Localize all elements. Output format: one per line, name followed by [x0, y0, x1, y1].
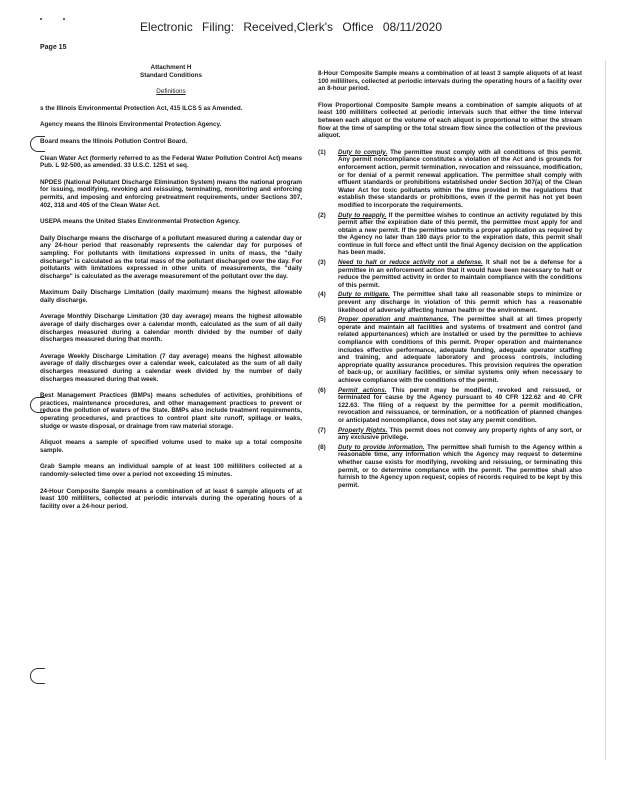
def-daily-discharge [40, 235, 302, 281]
term-flow-proportional: Flow Proportional Composite Sample [318, 101, 434, 109]
condition-item [318, 291, 582, 314]
filing-stamp [140, 20, 480, 34]
def-max-daily [40, 289, 302, 304]
scan-edge-line [605, 60, 606, 760]
stamp-received: Received,Clerk's [243, 20, 334, 34]
term-cwa: Clean Water Act [40, 154, 88, 162]
def-flow-proportional [318, 102, 582, 140]
text-bmp: means schedules of activities, prohibitions of practices, maintenance procedures, and other management practices to prevent or reduce the pollution of waters of the State. BMPs also include treatment requirements, operating procedures, and practices to control plant site runoff, spillage or leaks, sludge or waste disposal, or drainage from raw material storage. [40, 392, 302, 430]
term-usepa: USEPA [40, 218, 62, 226]
scan-speck [63, 18, 65, 20]
condition-title: Duty to provide information. [338, 443, 425, 451]
def-bmp [40, 392, 302, 430]
stamp-date: 08/11/2020 [382, 20, 443, 34]
def-avg-monthly [40, 313, 302, 343]
text-grab-sample: means an individual sample of at least 100 milliliters collected at a randomly-selected time over a period not exceeding 15 minutes. [40, 463, 302, 478]
condition-item [318, 149, 582, 210]
text-board: means the Illinois Pollution Control Board. [58, 137, 188, 145]
condition-body: This permit may be modified, revoked and reissued, or terminated for cause by the Agency pursuant to 40 CFR 122.62 and 40 CFR 122.63. The filing of a request by the permittee for a permit modification, revocation and reissuance, or termination, or a notification of planned changes or anticipated noncompliance, does not stay any permit condition. [338, 386, 582, 424]
punch-hole-middle [30, 397, 45, 413]
def-24hr-composite [40, 488, 302, 511]
condition-item [318, 212, 582, 258]
condition-body: It shall not be a defense for a permittee in an enforcement action that it would have been necessary to halt or reduce the permitted activity in order to maintain compliance with the conditions of this permit. [338, 259, 582, 289]
term-board: Board [40, 137, 59, 145]
definitions-heading: Definitions [156, 88, 186, 96]
condition-item [318, 427, 582, 442]
condition-title: Duty to reapply. [338, 211, 387, 219]
def-avg-weekly [40, 353, 302, 383]
text-aliquot: means a sample of specified volume used to make up a total composite sample. [40, 439, 302, 454]
def-agency [40, 121, 302, 129]
def-cwa [40, 155, 302, 170]
condition-number: (5) [318, 316, 326, 324]
condition-number: (7) [318, 426, 326, 434]
text-npdes: (National Pollutant Discharge Elimination System) means the national program for issuing, modifying, revoking and reissuing, terminating, monitoring and enforcing permits, and imposing and enforcing pretreatment requirements, under Sections 307, 402, 318 and 405 of the Clean Water Act. [40, 178, 302, 209]
condition-number: (8) [318, 443, 326, 451]
scan-speck [40, 18, 42, 20]
text-daily-discharge: means the discharge of a pollutant measured during a calendar day or any 24-hour period that reasonably represents the calendar day for purposes of sampling. For pollutants with limitations expressed in units of mass, the "daily discharge" is calculated as the total mass of the pollutant discharged over the day. For pollutants with limitations expressed in other units of measurements, the "daily discharge" is calculated as the average measurement of the pollutant over the day. [40, 234, 302, 280]
condition-number: (4) [318, 291, 326, 299]
condition-title: Need to halt or reduce activity not a defense. [338, 259, 483, 267]
term-max-daily: Maximum Daily Discharge Limitation [40, 289, 155, 297]
term-avg-weekly: Average Weekly Discharge Limitation [40, 352, 157, 360]
condition-body: The permittee shall at all times properly operate and maintain all facilities and systems of treatment and control (and related appurtenances) which are installed or used by the permittee to achieve compliance with conditions of this permit. Proper operation and maintenance includes effective performance, adequate funding, adequate operator staffing and training, and adequate laboratory and process controls, including appropriate quality assurance procedures. This provision requires the operation of back-up, or auxiliary facilities, or similar systems only when necessary to achieve compliance with the conditions of the permit. [338, 316, 582, 384]
text-max-daily: (daily maximum) means the highest allowable daily discharge. [40, 289, 302, 304]
text-flow-proportional: means a combination of sample aliquots of at least 100 milliliters collected at periodic intervals such that either the time interval between each aliquot or the volume of each aliquot is proportional to either the stream flow at the time of sampling or the total stream flow since the collection of the previous aliquot. [318, 101, 582, 140]
term-agency: Agency [40, 121, 63, 129]
condition-body: The permittee shall take all reasonable steps to minimize or prevent any discharge in violation of this permit which has a reasonable likelihood of adversely affecting human health or the environment. [338, 291, 582, 314]
condition-item [318, 387, 582, 425]
condition-title: Property Rights. [338, 426, 388, 434]
condition-item [318, 316, 582, 384]
stamp-electronic: Electronic [140, 20, 193, 34]
punch-hole-top [30, 136, 45, 152]
text-avg-monthly: (30 day average) means the highest allowable average of daily discharges over a calendar month, calculated as the sum of all daily discharges measured during a calendar month divided by the number of daily discharges measured during that month. [40, 313, 303, 344]
condition-body: This permit does not convey any property rights of any sort, or any exclusive privilege. [338, 426, 582, 442]
term-8hr-composite: 8-Hour Composite Sample [318, 70, 398, 77]
condition-body: If the permittee wishes to continue an activity regulated by this permit after the expiration date of this permit, the permittee must apply for and obtain a new permit. If the permittee submits a proper application as required by the Agency no later than 180 days prior to the expiration date, this permit shall continue in full force and effect until the final Agency decision on the application has been made. [338, 211, 582, 257]
standard-conditions-title: Standard Conditions [140, 71, 202, 79]
term-bmp: Best Management Practices (BMPs) [40, 392, 153, 400]
term-aliquot: Aliquot [40, 439, 62, 447]
def-npdes [40, 179, 302, 209]
text-agency: means the Illinois Environmental Protection Agency. [62, 121, 222, 129]
text-24hr-composite: means a combination of at least 6 sample aliquots of at least 100 milliliters, collected at periodic intervals during the operating hours of a facility over a 24-hour period. [40, 487, 302, 510]
term-avg-monthly: Average Monthly Discharge Limitation [40, 313, 158, 321]
attachment-title: Attachment H [150, 64, 192, 71]
punch-hole-bottom [30, 668, 45, 684]
stamp-office: Office [342, 20, 374, 34]
condition-number: (3) [318, 259, 326, 267]
right-column [318, 70, 582, 491]
condition-title: Proper operation and maintenance. [338, 316, 450, 324]
def-board [40, 138, 302, 146]
term-24hr-composite: 24-Hour Composite Sample [40, 487, 125, 495]
def-grab-sample [40, 463, 302, 478]
standard-conditions-list [318, 149, 582, 490]
condition-number: (1) [318, 148, 326, 156]
condition-body: The permittee must comply with all conditions of this permit. Any permit noncompliance constitutes a violation of the Act and is grounds for enforcement action, permit termination, revocation and reissuance, modification, or for denial of a permit renewal application. The permittee shall comply with effluent standards or prohibitions established under Section 307(a) of the Clean Water Act for toxic pollutants within the time provided in the regulations that establish these standards or prohibitions, even if the permit has not yet been modified to incorporate the requirements. [338, 148, 582, 209]
page-number: Page 15 [40, 44, 67, 51]
stamp-filing: Filing: [202, 20, 235, 34]
condition-item [318, 444, 582, 490]
def-act-text: s the Illinois Environmental Protection Act, 415 ILCS 5 as Amended. [40, 104, 243, 112]
condition-title: Permit actions. [338, 386, 387, 394]
term-grab-sample: Grab Sample [40, 463, 81, 471]
condition-title: Duty to mitigate. [338, 291, 390, 299]
left-column [40, 64, 302, 519]
condition-number: (2) [318, 211, 326, 219]
def-aliquot [40, 439, 302, 454]
text-avg-weekly: (7 day average) means the highest allowable average of daily discharges over a calendar week, calculated as the sum of all daily discharges measured during a calendar week divided by the number of daily discharges measured during that week. [40, 352, 302, 383]
def-8hr-composite [318, 70, 582, 93]
condition-body: The permittee shall furnish to the Agency within a reasonable time, any information which the Agency may request to determine whether cause exists for modifying, revoking and reissuing, or terminating this permit, or to determine compliance with the permit. The permittee shall also furnish to the Agency upon request, copies of records required to be kept by this permit. [338, 443, 582, 489]
term-npdes: NPDES [40, 178, 62, 186]
def-usepa [40, 218, 302, 226]
text-8hr-composite: means a combination of at least 3 sample aliquots of at least 100 milliliters, collected at periodic intervals during the operating hours of a facility over an 8-hour period. [318, 70, 582, 93]
text-cwa: (formerly referred to as the Federal Water Pollution Control Act) means Pub. L 92-500, as amended. 33 U.S.C. 1251 et seq. [40, 154, 302, 170]
condition-number: (6) [318, 386, 326, 394]
text-usepa: means the United States Environmental Protection Agency. [61, 218, 241, 226]
condition-title: Duty to comply. [338, 148, 388, 156]
def-act [40, 105, 302, 113]
condition-item [318, 259, 582, 289]
term-daily-discharge: Daily Discharge [40, 234, 88, 242]
